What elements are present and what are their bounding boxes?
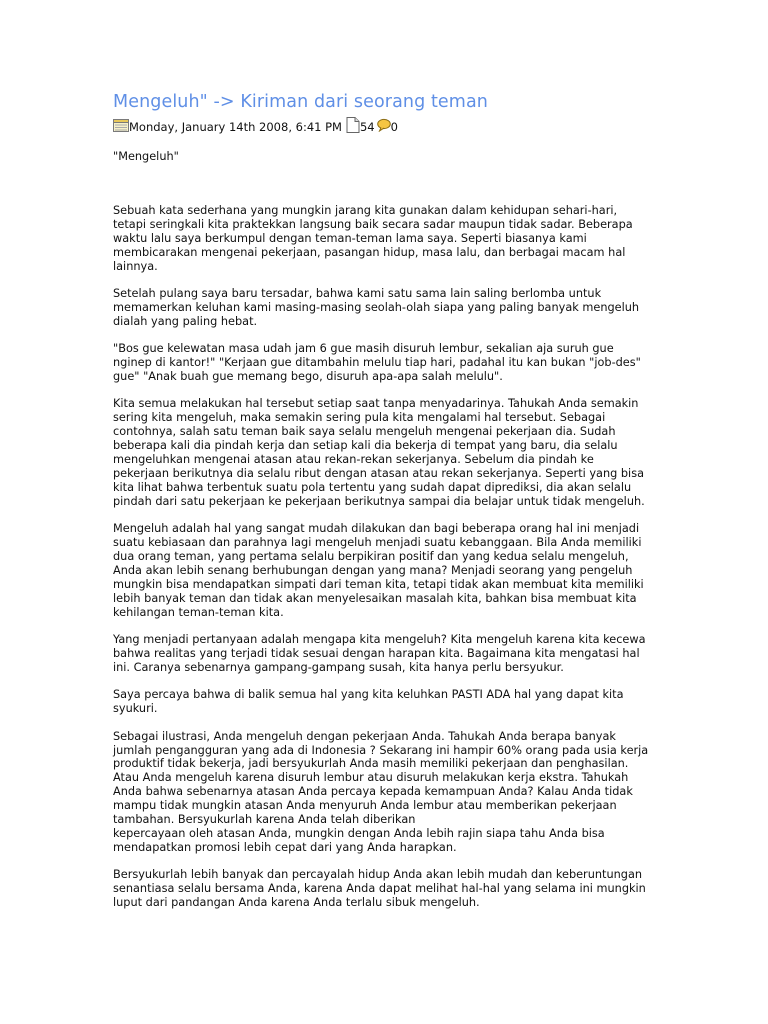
- post-body: [113, 204, 653, 910]
- paragraph: Setelah pulang saya baru tersadar, bahwa kami satu sama lain saling berlomba untuk memamerkan keluhan kami masing-masing seolah-olah siapa yang paling banyak mengeluh dialah yang paling hebat.: [113, 287, 640, 328]
- paragraph: Mengeluh adalah hal yang sangat mudah dilakukan dan bagi beberapa orang hal ini menjadi suatu kebiasaan dan parahnya lagi mengeluh menjadi suatu kebanggaan. Bila Anda memiliki dua orang teman, yang pertama selalu berpikiran positif dan yang kedua selalu mengeluh, Anda akan lebih senang berhubungan dengan yang mana? Menjadi seorang yang pengeluh mungkin bisa mendapatkan simpati dari teman kita, tetapi tidak akan membuat kita memiliki lebih banyak teman dan tidak akan menyelesaikan masalah kita, bahkan bisa membuat kita kehilangan teman-teman kita.: [113, 522, 644, 619]
- paragraph: Sebagai ilustrasi, Anda mengeluh dengan pekerjaan Anda. Tahukah Anda berapa banyak jumlah pengangguran yang ada di Indonesia ? Sekarang ini hampir 60% orang pada usia kerja produktif tidak bekerja, jadi bersyukurlah Anda masih memiliki pekerjaan dan penghasilan. Atau Anda mengeluh karena disuruh lembur atau disuruh melakukan kerja ekstra. Tahukah Anda bahwa sebenarnya atasan Anda percaya kepada kemampuan Anda? Kalau Anda tidak mampu tidak mungkin atasan Anda menyuruh Anda lembur atau memberikan pekerjaan tambahan. Bersyukurlah karena Anda telah diberikan kepercayaan oleh atasan Anda, mungkin dengan Anda lebih rajin siapa tahu Anda bisa mendapatkan promosi lebih cepat dari yang Anda harapkan.: [113, 729, 649, 854]
- paragraph: Bersyukurlah lebih banyak dan percayalah hidup Anda akan lebih mudah dan keberuntungan senantiasa selalu bersama Anda, karena Anda dapat melihat hal-hal yang selama ini mungkin luput dari pandangan Anda karena Anda terlalu sibuk mengeluh.: [113, 868, 646, 910]
- comment-count: 0: [390, 119, 398, 134]
- post-date: Monday, January 14th 2008, 6:41 PM: [129, 119, 342, 134]
- blog-post: [113, 92, 653, 923]
- paragraph: Sebuah kata sederhana yang mungkin jarang kita gunakan dalam kehidupan sehari-hari, tetapi seringkali kita praktekkan langsung baik secara sadar maupun tidak sadar. Beberapa waktu lalu saya berkumpul dengan teman-teman lama saya. Seperti biasanya kami membicarakan mengenai pekerjaan, pasangan hidup, masa lalu, dan berbagai macam hal lainnya.: [113, 204, 633, 273]
- paragraph: Kita semua melakukan hal tersebut setiap saat tanpa menyadarinya. Tahukah Anda semakin sering kita mengeluh, maka semakin sering pula kita mengalami hal tersebut. Sebagai contohnya, salah satu teman baik saya selalu mengeluh mengenai pekerjaan dia. Sudah beberapa kali dia pindah kerja dan setiap kali dia bekerja di tempat yang baru, dia selalu mengeluhkan mengenai atasan atau rekan-rekan sekerjanya. Sebelum dia pindah ke pekerjaan berikutnya dia selalu ribut dengan atasan atau rekan sekerjanya. Seperti yang bisa kita lihat bahwa terbentuk suatu pola tertentu yang sudah dapat diprediksi, dia akan selalu pindah dari satu pekerjaan ke pekerjaan berikutnya sampai dia belajar untuk tidak mengeluh.: [113, 397, 645, 508]
- comment-icon: [377, 118, 391, 135]
- post-meta: [113, 117, 653, 136]
- view-count: 54: [359, 119, 375, 134]
- page-icon: [346, 117, 360, 136]
- calendar-icon: [113, 119, 129, 135]
- paragraph: "Bos gue kelewatan masa udah jam 6 gue masih disuruh lembur, sekalian aja suruh gue nginep di kantor!" "Kerjaan gue ditambahin melulu tiap hari, padahal itu kan bukan "job-des" gue" "Anak buah gue memang bego, disuruh apa-apa salah melulu".: [113, 342, 641, 384]
- paragraph: Saya percaya bahwa di balik semua hal yang kita keluhkan PASTI ADA hal yang dapat kita syukuri.: [113, 688, 624, 716]
- post-subtitle: "Mengeluh": [113, 150, 179, 163]
- post-title[interactable]: Mengeluh" -> Kiriman dari seorang teman: [113, 92, 488, 112]
- paragraph: Yang menjadi pertanyaan adalah mengapa kita mengeluh? Kita mengeluh karena kita kecewa bahwa realitas yang terjadi tidak sesuai dengan harapan kita. Bagaimana kita mengatasi hal ini. Caranya sebenarnya gampang-gampang susah, kita hanya perlu bersyukur.: [113, 633, 646, 674]
